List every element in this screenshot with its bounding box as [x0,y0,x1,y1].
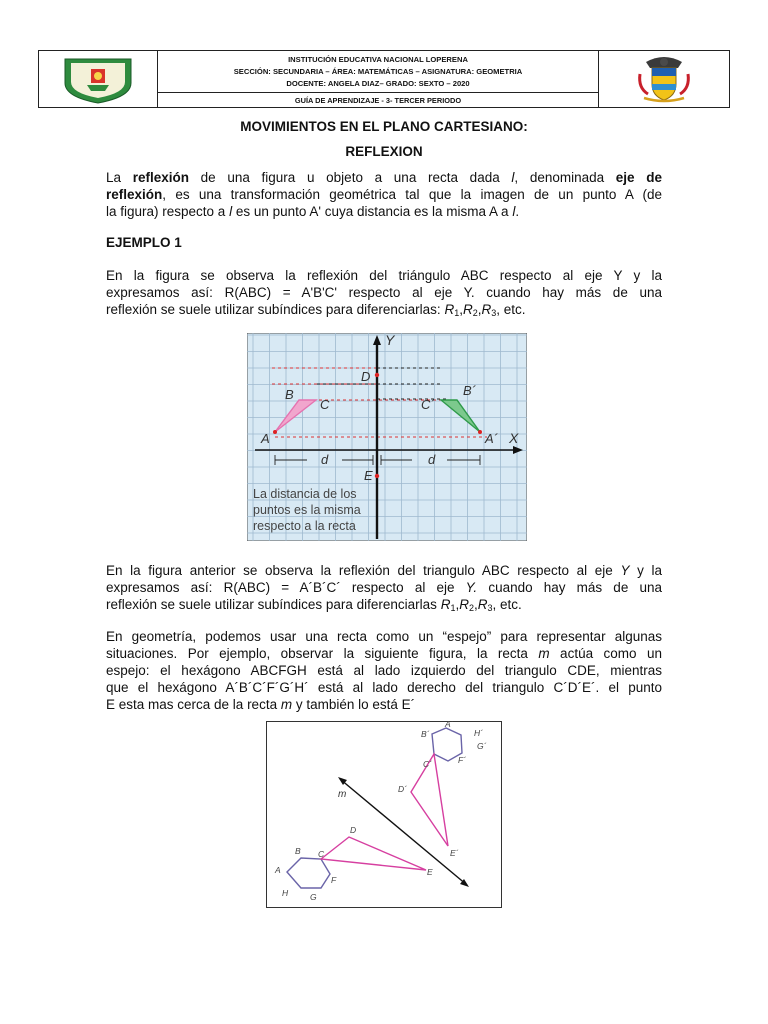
label-right-b: B´ [421,729,430,739]
label-left-g: G [310,892,317,902]
label-a: A [261,431,270,446]
header-info-block [158,51,598,107]
intro-line-3: la figura) respecto a l es un punto A' cuya distancia es la misma A a l. [106,204,520,219]
p3-line-5: E esta mas cerca de la recta m y también lo está E´ [106,697,416,712]
reflection-figure-2 [266,721,502,908]
example-line-2: expresamos así: R(ABC) = A'B'C' respecto al eje Y. cuando hay más de una [106,285,662,300]
p3-line-1: En geometría, podemos usar una recta como un “espejo” para representar algunas [106,629,662,644]
label-a2: A´ [485,431,498,446]
page-subtitle: REFLEXION [345,144,423,159]
figure2-frame [267,722,502,908]
label-left-e: E [427,867,433,877]
coat-of-arms [598,51,729,107]
header-info [158,51,598,93]
x-axis-label: X [509,430,519,446]
p3-line-4: que el hexágono A´B´C´F´G´H´ está al lado derecho del triangulo C´D´E´. el punto [106,680,662,695]
intro-paragraph [106,169,662,220]
p2-line-1: En la figura anterior se observa la reflexión del triangulo ABC respecto al eje Y y la [106,563,662,578]
point-e [375,474,379,478]
paragraph-3 [106,628,662,713]
mirror-diagram [266,721,502,908]
caption-line-3: respecto a la recta [253,519,356,533]
caption-line-1: La distancia de los [253,487,357,501]
point-a2 [478,430,482,434]
caption-line-2: puntos es la misma [253,503,361,517]
p2-line-3: reflexión se suele utilizar subíndices para diferenciarlas $R_1,R_2,R_3$, etc. [106,597,522,613]
reflection-diagram [247,333,527,541]
label-e: E [364,468,373,483]
teacher-line: DOCENTE: ANGELA DIAZ– GRADO: SEXTO – 2020 [286,78,470,88]
document-header [38,50,730,108]
reflection-figure-1 [247,333,527,541]
example-paragraph [106,267,662,322]
label-left-d: D [350,825,357,835]
label-d: D [361,369,371,384]
colombia-coat-of-arms-icon [636,54,692,104]
school-shield-icon [57,53,139,105]
page-title: MOVIMIENTOS EN EL PLANO CARTESIANO: [240,119,528,134]
label-left-c: C [318,849,325,859]
label-c: C [320,397,330,412]
label-b: B [285,387,294,402]
institution-name: INSTITUCIÓN EDUCATIVA NACIONAL LOPERENA [288,54,468,64]
example-line-1: En la figura se observa la reflexión del triángulo ABC respecto al eje Y y la [106,268,662,283]
example-label: EJEMPLO 1 [106,235,182,250]
label-right-f: F´ [458,755,467,765]
point-a [273,430,277,434]
intro-line-2: reflexión, es una transformación geométrica tal que la imagen de un punto A (de [106,187,662,202]
label-left-h: H [282,888,289,898]
paragraph-2 [106,562,662,617]
section-line: SECCIÓN: SECUNDARIA – ÁREA: MATEMÁTICAS – ASIGNATURA: GEOMETRIA [233,66,523,76]
label-left-a: A [275,865,281,875]
point-d [375,373,379,377]
label-c2: C´ [421,397,435,412]
label-right-d: D´ [398,784,407,794]
guide-line: GUÍA DE APRENDIZAJE - 3- TERCER PERIODO [294,95,462,105]
label-right-g: G´ [477,741,487,751]
label-right-c: C´ [423,759,432,769]
label-right-h: H´ [474,728,483,738]
distance-label-left: d [321,452,329,467]
label-b2: B´ [463,383,476,398]
label-left-f: F [331,875,337,885]
example-line-3: reflexión se suele utilizar subíndices para diferenciarlas: $R_1,R_2,R_3$, etc. [106,302,526,318]
label-right-a: A´ [445,721,454,729]
y-axis-label: Y [385,333,395,348]
school-logo [39,51,158,107]
distance-label-right: d [428,452,436,467]
label-left-b: B [295,846,301,856]
label-m: m [338,789,347,800]
intro-line-1: La reflexión de una figura u objeto a una recta dada l, denominada eje de [106,170,662,185]
p3-line-3: espejo: el hexágono ABCFGH está al lado izquierdo del triangulo CDE, mientras [106,663,662,678]
label-right-e: E´ [450,848,459,858]
p2-line-2: expresamos así: R(ABC) = A´B´C´ respecto al eje Y. cuando hay más de una [106,580,662,595]
p3-line-2: situaciones. Por ejemplo, observar la siguiente figura, la recta m actúa como un [106,646,662,661]
